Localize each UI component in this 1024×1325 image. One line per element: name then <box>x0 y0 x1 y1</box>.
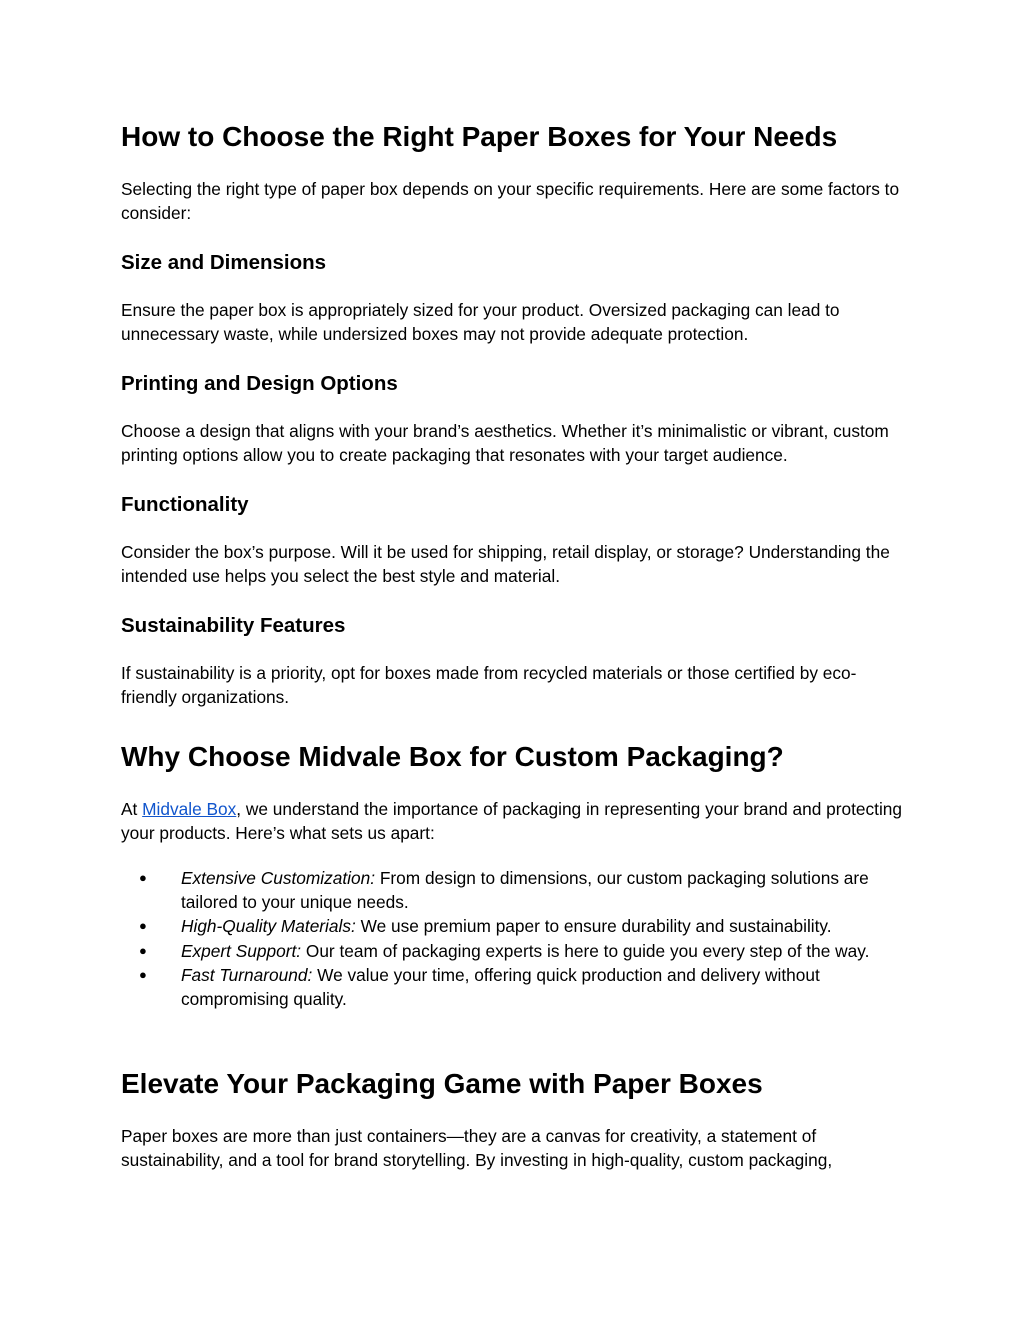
section-heading-choose-boxes: How to Choose the Right Paper Boxes for Your Needs <box>121 121 838 152</box>
section-heading-why-midvale: Why Choose Midvale Box for Custom Packaging? <box>121 741 784 772</box>
section-heading-elevate: Elevate Your Packaging Game with Paper Boxes <box>121 1068 763 1099</box>
list-item <box>121 939 911 963</box>
list-item <box>121 914 911 938</box>
item-text: We use premium paper to ensure durability and sustainability. <box>355 916 832 937</box>
item-text: We value your time, offering quick production and delivery without compromising quality. <box>181 964 820 1010</box>
item-text: Our team of packaging experts is here to guide you every step of the way. <box>301 940 870 961</box>
paragraph-elevate: Paper boxes are more than just containers—they are a canvas for creativity, a statement of sustainability, and a tool for brand storytelling. By investing in high-quality, custom packaging, <box>121 1126 833 1171</box>
intro-text-before: At <box>121 799 143 819</box>
list-item <box>121 866 911 914</box>
paragraph-sustainability: If sustainability is a priority, opt for boxes made from recycled materials or those certified by eco-friendly organizations. <box>121 663 857 708</box>
subheading-sustainability: Sustainability Features <box>121 614 346 637</box>
subheading-printing: Printing and Design Options <box>121 372 398 395</box>
midvale-box-link[interactable]: Midvale Box <box>142 799 237 819</box>
subheading-functionality: Functionality <box>121 493 249 516</box>
bullet-icon: ● <box>139 870 147 885</box>
benefits-list <box>121 866 911 1011</box>
item-lead: Fast Turnaround: <box>181 964 313 985</box>
paragraph-functionality: Consider the box’s purpose. Will it be used for shipping, retail display, or storage? Understanding the intended use helps you select the best style and material. <box>121 542 890 587</box>
item-lead: Expert Support: <box>181 940 302 961</box>
item-text: From design to dimensions, our custom packaging solutions are tailored to your unique needs. <box>181 868 869 913</box>
section-intro-paragraph: Selecting the right type of paper box depends on your specific requirements. Here are some factors to consider: <box>121 179 900 224</box>
subheading-size: Size and Dimensions <box>121 251 327 274</box>
paragraph-size: Ensure the paper box is appropriately sized for your product. Oversized packaging can lead to unnecessary waste, while undersized boxes may not provide adequate protection. <box>121 300 840 345</box>
bullet-icon: ● <box>139 966 147 982</box>
paragraph-midvale-intro <box>121 797 911 845</box>
intro-text-after: , we understand the importance of packaging in representing your brand and protecting your products. Here’s what sets us apart: <box>121 799 903 844</box>
item-lead: Extensive Customization: <box>181 868 376 888</box>
list-item <box>121 963 911 1011</box>
paragraph-printing: Choose a design that aligns with your brand’s aesthetics. Whether it’s minimalistic or vibrant, custom printing options allow you to create packaging that resonates with your target audience. <box>121 421 889 466</box>
bullet-icon: ● <box>139 942 147 958</box>
item-lead: High-Quality Materials: <box>181 916 356 937</box>
bullet-icon: ● <box>139 918 147 934</box>
